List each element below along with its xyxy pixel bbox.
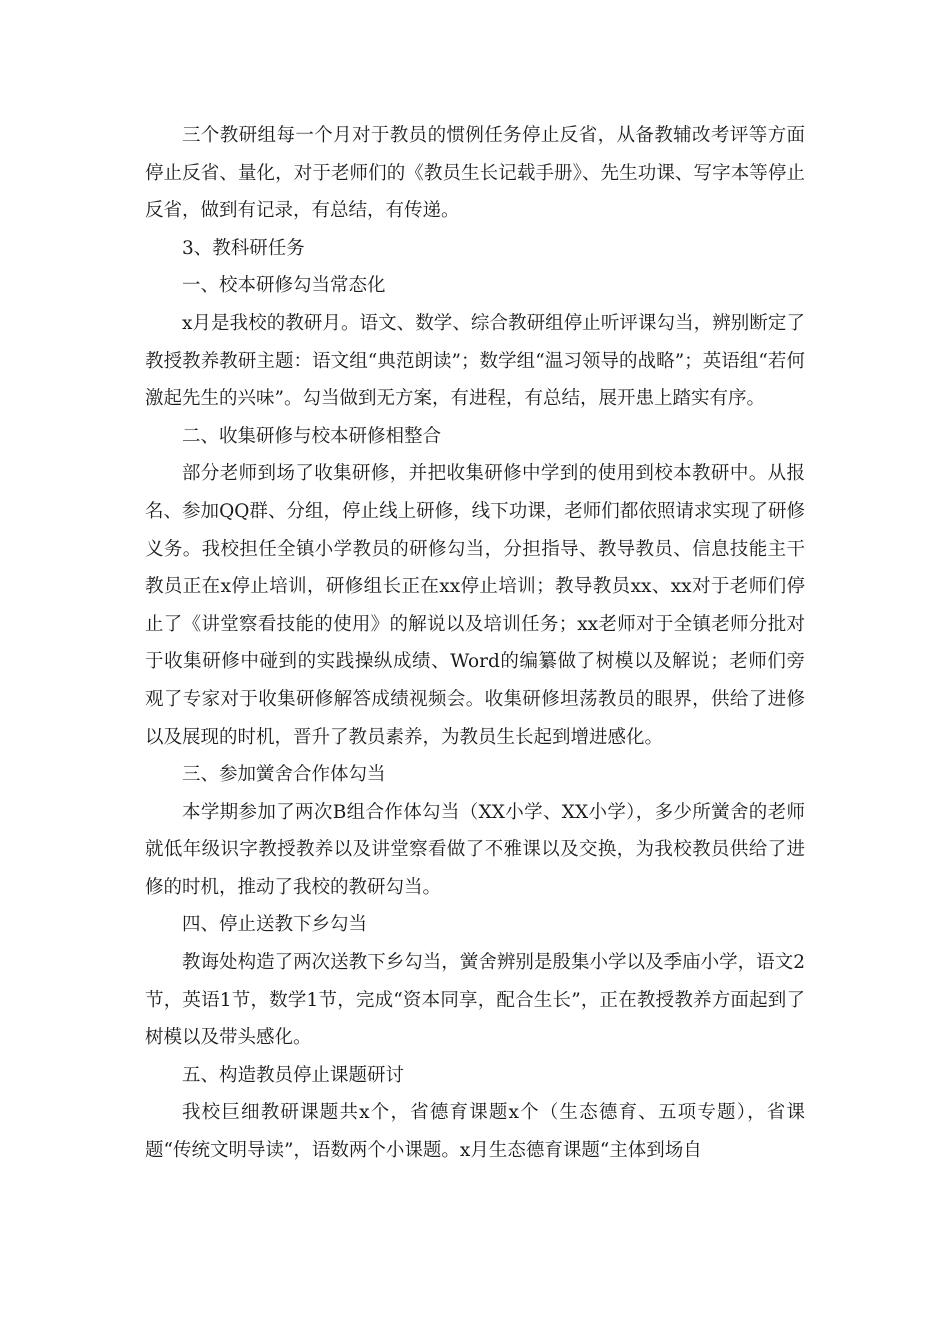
subheading-project-research: 五、构造教员停止课题研讨 bbox=[182, 1064, 405, 1086]
paragraph-research-month: x月是我校的教研月。语文、数学、综合教研组停止听评课勾当，辨别断定了教授教养教研主题：语文组“典范朗读”；数学组“温习领导的战略”；英语组“若何激起先生的兴味”。勾当做到无方案，有进程，有总结，展开患上踏实有序。 bbox=[145, 312, 805, 410]
document-body bbox=[145, 117, 805, 1170]
paragraph-routine-review: 三个教研组每一个月对于教员的惯例任务停止反省，从备教辅改考评等方面停止反省、量化，对于老师们的《教员生长记载手册》、先生功课、写字本等停止反省，做到有记录，有总结，有传递。 bbox=[145, 125, 805, 222]
section-heading-research-work: 3、教科研任务 bbox=[182, 237, 305, 259]
subheading-school-based-training: 一、校本研修勾当常态化 bbox=[182, 275, 386, 297]
subheading-network-training: 二、收集研修与校本研修相整合 bbox=[182, 425, 442, 447]
paragraph-network-training: 部分老师到场了收集研修，并把收集研修中学到的使用到校本教研中。从报名、参加QQ群、分组，停止线上研修，线下功课，老师们都依照请求实现了研修义务。我校担任全镇小学教员的研修勾当，分担指导、教导教员、信息技能主干教员正在x停止培训，研修组长正在xx停止培训；教导教员xx、xx对于老师们停止了《讲堂察看技能的使用》的解说以及培训任务；xx老师对于全镇老师分批对于收集研修中碰到的实践操纵成绩、Word的编纂做了树模以及解说；老师们旁观了专家对于收集研修解答成绩视频会。收集研修坦荡教员的眼界，供给了进修以及展现的时机，晋升了教员素养，为教员生长起到增进感化。 bbox=[145, 463, 805, 748]
paragraph-project-research: 我校巨细教研课题共x个，省德育课题x个（生态德育、五项专题），省课题“传统文明导读”，语数两个小课题。x月生态德育课题“主体到场自 bbox=[145, 1102, 805, 1162]
paragraph-school-community: 本学期参加了两次B组合作体勾当（XX小学、XX小学），多少所黉舍的老师就低年级识字教授教养以及讲堂察看做了不雅课以及交换，为我校教员供给了进修的时机，推动了我校的教研勾当。 bbox=[145, 801, 805, 898]
paragraph-teaching-to-countryside: 教诲处构造了两次送教下乡勾当，黉舍辨别是殷集小学以及季庙小学，语文2节，英语1节，数学1节，完成“资本同享，配合生长”，正在教授教养方面起到了树模以及带头感化。 bbox=[145, 952, 805, 1049]
subheading-school-community: 三、参加黉舍合作体勾当 bbox=[182, 764, 386, 786]
subheading-teaching-to-countryside: 四、停止送教下乡勾当 bbox=[182, 914, 368, 936]
